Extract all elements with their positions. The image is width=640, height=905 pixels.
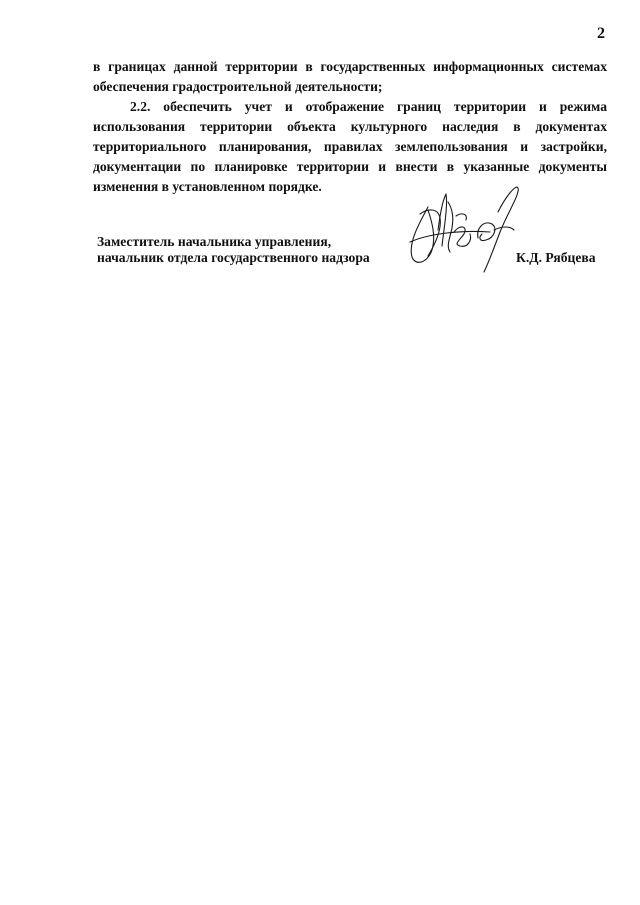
handwritten-signature bbox=[398, 172, 528, 282]
paragraph-2-2: 2.2. обеспечить учет и отображение границ территории и режима использования территории объекта культурного наследия в документах территориального планирования, правилах землепользования и застройки, документации по планировке территории и внести в указанные документы изменения в установленном порядке. bbox=[93, 99, 607, 194]
document-body bbox=[93, 57, 607, 197]
signatory-position-line-1: Заместитель начальника управления, bbox=[97, 234, 332, 249]
signatory-position bbox=[97, 234, 370, 266]
signatory-name: К.Д. Рябцева bbox=[516, 250, 596, 265]
paragraph-continuation: в границах данной территории в государственных информационных системах обеспечения градостроительной деятельности; bbox=[93, 59, 607, 94]
signatory-position-line-2: начальник отдела государственного надзора bbox=[97, 250, 370, 265]
page-number: 2 bbox=[597, 25, 605, 42]
